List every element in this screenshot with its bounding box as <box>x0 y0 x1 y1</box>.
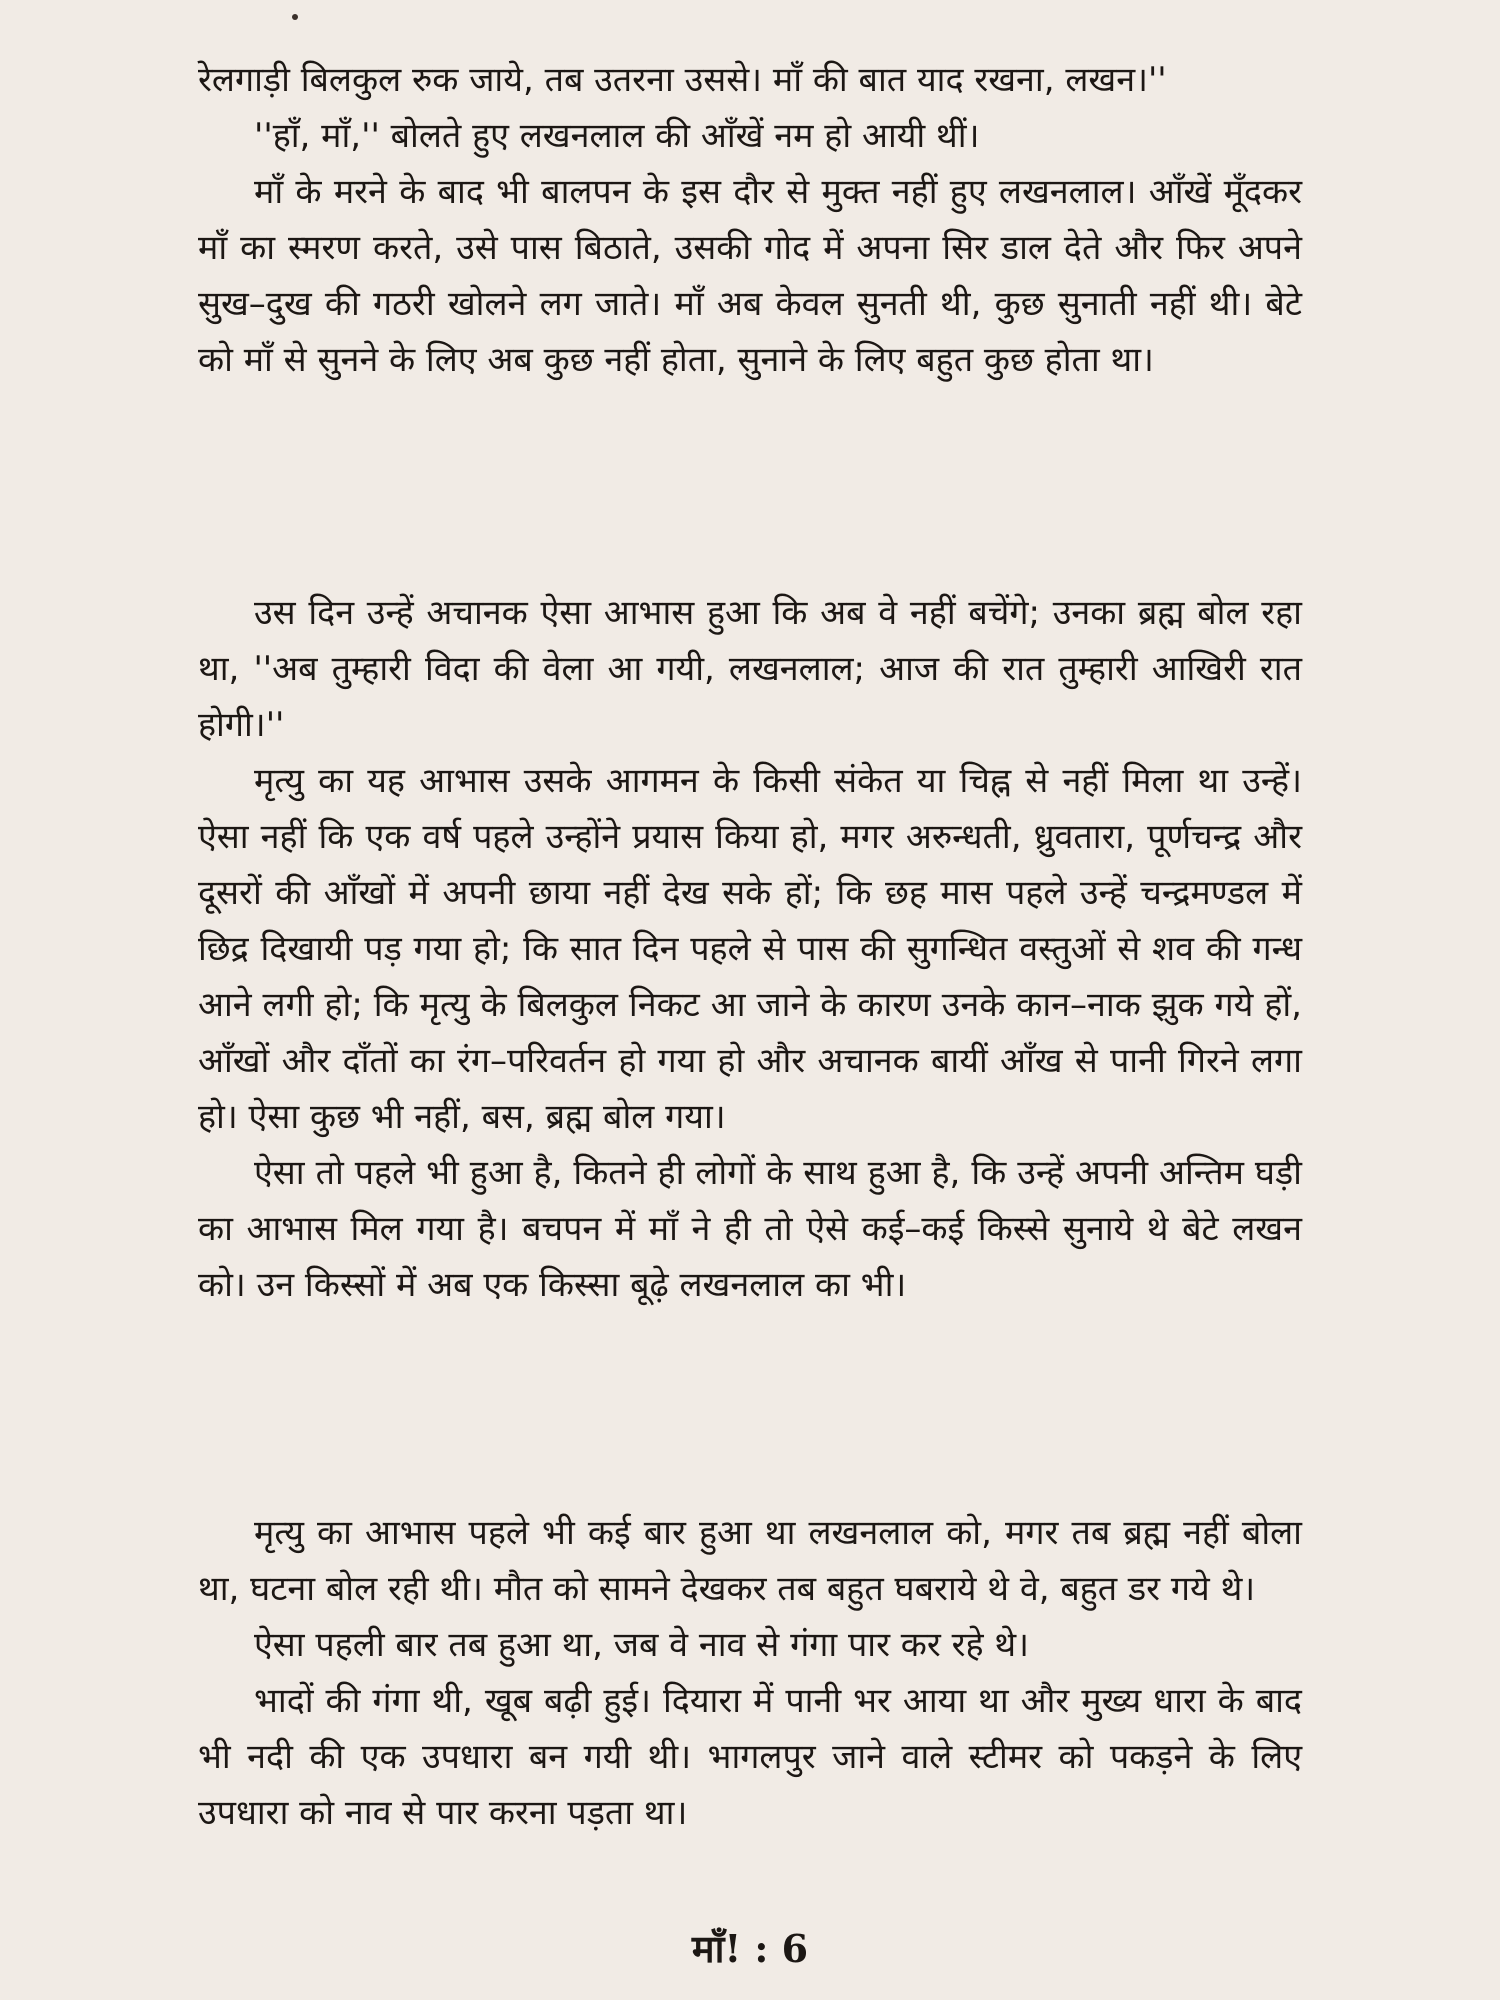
paragraph: ''हाँ, माँ,'' बोलते हुए लखनलाल की आँखें नम हो आयी थीं। <box>254 116 980 156</box>
text-section-2 <box>198 585 1302 1313</box>
print-speck <box>292 14 298 20</box>
paragraph: भादों की गंगा थी, खूब बढ़ी हुई। दियारा में पानी भर आया था और मुख्य धारा के बाद भी नदी की एक उपधारा बन गयी थी। भागलपुर जाने वाले स्टीमर को पकड़ने के लिए उपधारा को नाव से पार करना पड़ता था। <box>198 1681 1302 1833</box>
paragraph: उस दिन उन्हें अचानक ऐसा आभास हुआ कि अब वे नहीं बचेंगे; उनका ब्रह्म बोल रहा था, ''अब तुम्हारी विदा की वेला आ गयी, लखनलाल; आज की रात तुम्हारी आखिरी रात होगी।'' <box>198 593 1302 745</box>
text-section-1 <box>198 52 1302 388</box>
paragraph: ऐसा पहली बार तब हुआ था, जब वे नाव से गंगा पार कर रहे थे। <box>254 1625 1029 1665</box>
paragraph: माँ के मरने के बाद भी बालपन के इस दौर से मुक्त नहीं हुए लखनलाल। आँखें मूँदकर माँ का स्मरण करते, उसे पास बिठाते, उसकी गोद में अपना सिर डाल देते और फिर अपने सुख–दुख की गठरी खोलने लग जाते। माँ अब केवल सुनती थी, कुछ सुनाती नहीं थी। बेटे को माँ से सुनने के लिए अब कुछ नहीं होता, सुनाने के लिए बहुत कुछ होता था। <box>198 172 1302 380</box>
page-footer: माँ! : 6 <box>691 1926 809 1971</box>
paragraph: ऐसा तो पहले भी हुआ है, कितने ही लोगों के साथ हुआ है, कि उन्हें अपनी अन्तिम घड़ी का आभास मिल गया है। बचपन में माँ ने ही तो ऐसे कई–कई किस्से सुनाये थे बेटे लखन को। उन किस्सों में अब एक किस्सा बूढ़े लखनलाल का भी। <box>198 1153 1302 1305</box>
paragraph: मृत्यु का आभास पहले भी कई बार हुआ था लखनलाल को, मगर तब ब्रह्म नहीं बोला था, घटना बोल रही थी। मौत को सामने देखकर तब बहुत घबराये थे वे, बहुत डर गये थे। <box>198 1513 1302 1609</box>
paragraph: रेलगाड़ी बिलकुल रुक जाये, तब उतरना उससे। माँ की बात याद रखना, लखन।'' <box>198 60 1167 100</box>
text-section-3 <box>198 1505 1302 1841</box>
paragraph: मृत्यु का यह आभास उसके आगमन के किसी संकेत या चिह्न से नहीं मिला था उन्हें। ऐसा नहीं कि एक वर्ष पहले उन्होंने प्रयास किया हो, मगर अरुन्धती, ध्रुवतारा, पूर्णचन्द्र और दूसरों की आँखों में अपनी छाया नहीं देख सके हों; कि छह मास पहले उन्हें चन्द्रमण्डल में छिद्र दिखायी पड़ गया हो; कि सात दिन पहले से पास की सुगन्धित वस्तुओं से शव की गन्ध आने लगी हो; कि मृत्यु के बिलकुल निकट आ जाने के कारण उनके कान–नाक झुक गये हों, आँखों और दाँतों का रंग–परिवर्तन हो गया हो और अचानक बायीं आँख से पानी गिरने लगा हो। ऐसा कुछ भी नहीं, बस, ब्रह्म बोल गया। <box>198 761 1302 1137</box>
